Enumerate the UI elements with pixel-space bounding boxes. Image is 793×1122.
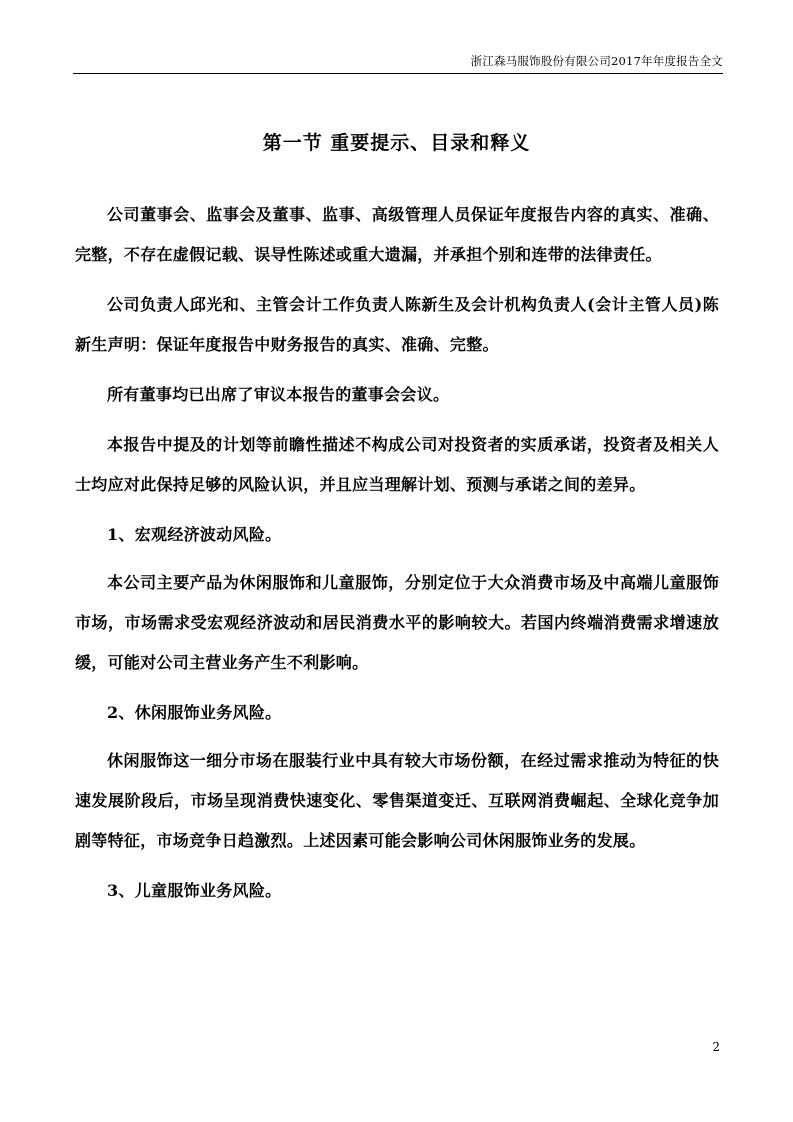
document-body [75,195,719,919]
paragraph-responsibility-statement: 公司董事会、监事会及董事、监事、高级管理人员保证年度报告内容的真实、准确、完整，不存在虚假记载、误导性陈述或重大遗漏，并承担个别和连带的法律责任。 [75,205,719,264]
header-text: 浙江森马服饰股份有限公司2017年年度报告全文 [470,54,723,68]
paragraph-casual-wear-risk: 休闲服饰这一细分市场在服装行业中具有较大市场份额，在经过需求推动为特征的快速发展阶段后，市场呈现消费快速变化、零售渠道变迁、互联网消费崛起、全球化竞争加剧等特征，市场竞争日趋激烈。上述因素可能会影响公司休闲服饰业务的发展。 [75,751,719,850]
paragraph-macroeconomic-risk: 本公司主要产品为休闲服饰和儿童服饰，分别定位于大众消费市场及中高端儿童服饰市场，市场需求受宏观经济波动和居民消费水平的影响较大。若国内终端消费需求增速放缓，可能对公司主营业务产生不利影响。 [75,573,719,672]
paragraph-financial-report-statement: 公司负责人邱光和、主管会计工作负责人陈新生及会计机构负责人(会计主管人员)陈新生声明：保证年度报告中财务报告的真实、准确、完整。 [75,295,719,354]
paragraph-board-attendance: 所有董事均已出席了审议本报告的董事会会议。 [107,385,450,404]
page-number: 2 [712,1040,720,1054]
risk-heading-casual-wear: 2、休闲服饰业务风险。 [107,703,282,722]
risk-heading-childrens-wear: 3、儿童服饰业务风险。 [107,881,282,900]
page-header [73,52,723,74]
section-title: 第一节 重要提示、目录和释义 [262,132,531,154]
paragraph-forward-looking-disclaimer: 本报告中提及的计划等前瞻性描述不构成公司对投资者的实质承诺，投资者及相关人士均应对此保持足够的风险认识，并且应当理解计划、预测与承诺之间的差异。 [75,435,719,494]
risk-heading-macroeconomic: 1、宏观经济波动风险。 [107,525,282,544]
